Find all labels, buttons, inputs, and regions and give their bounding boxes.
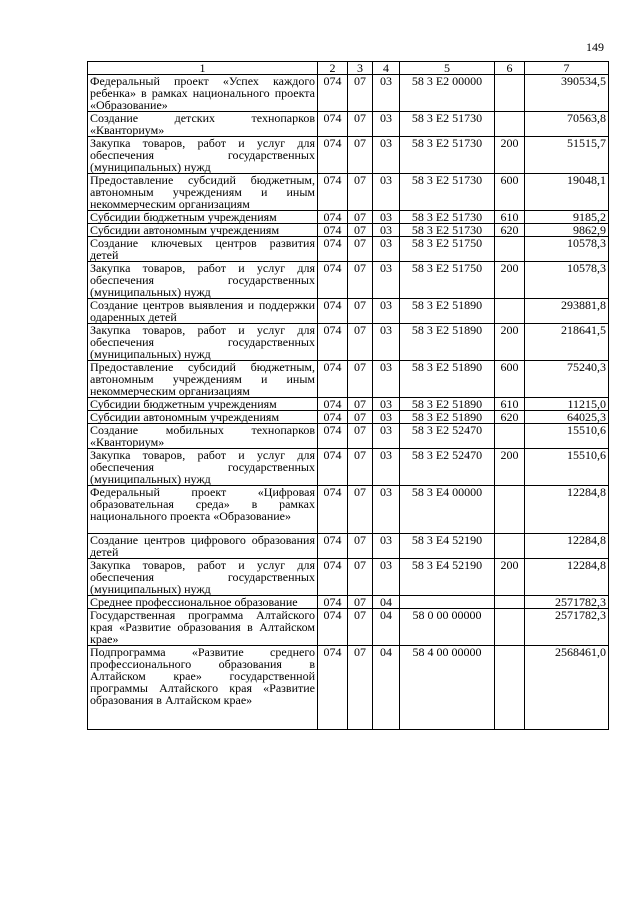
expense-type-code: 610	[495, 398, 525, 411]
section-code: 07	[348, 299, 373, 324]
target-article-code: 58 3 E4 00000	[400, 486, 495, 534]
table-row	[88, 324, 609, 361]
subsection-code: 03	[373, 559, 400, 596]
subsection-code: 03	[373, 486, 400, 534]
ministry-code: 074	[318, 609, 348, 646]
page-number: 149	[586, 40, 604, 54]
ministry-code: 074	[318, 299, 348, 324]
amount: 15510,6	[525, 449, 609, 486]
item-name: Закупка товаров, работ и услуг для обеспечения государственных (муниципальных) нужд	[88, 262, 318, 299]
subsection-code: 03	[373, 262, 400, 299]
target-article-code: 58 3 E2 51890	[400, 361, 495, 398]
ministry-code: 074	[318, 646, 348, 730]
subsection-code: 03	[373, 174, 400, 211]
target-article-code: 58 3 E2 51750	[400, 262, 495, 299]
item-name: Закупка товаров, работ и услуг для обеспечения государственных (муниципальных) нужд	[88, 559, 318, 596]
amount: 75240,3	[525, 361, 609, 398]
ministry-code: 074	[318, 224, 348, 237]
section-code: 07	[348, 398, 373, 411]
target-article-code: 58 4 00 00000	[400, 646, 495, 730]
table-row	[88, 299, 609, 324]
expense-type-code: 200	[495, 449, 525, 486]
ministry-code: 074	[318, 534, 348, 559]
item-name: Закупка товаров, работ и услуг для обеспечения государственных (муниципальных) нужд	[88, 324, 318, 361]
section-code: 07	[348, 411, 373, 424]
item-name: Субсидии автономным учреждениям	[88, 411, 318, 424]
item-name: Закупка товаров, работ и услуг для обеспечения государственных (муниципальных) нужд	[88, 137, 318, 174]
ministry-code: 074	[318, 137, 348, 174]
item-name: Среднее профессиональное образование	[88, 596, 318, 609]
target-article-code: 58 3 E2 51730	[400, 174, 495, 211]
table-row	[88, 609, 609, 646]
amount: 10578,3	[525, 262, 609, 299]
ministry-code: 074	[318, 596, 348, 609]
amount: 9862,9	[525, 224, 609, 237]
subsection-code: 03	[373, 137, 400, 174]
expense-type-code	[495, 424, 525, 449]
section-code: 07	[348, 534, 373, 559]
target-article-code: 58 3 E2 51730	[400, 211, 495, 224]
item-name: Федеральный проект «Цифровая образовательная среда» в рамках национального проекта «Образование»	[88, 486, 318, 534]
section-code: 07	[348, 75, 373, 112]
header-cell: 4	[373, 62, 400, 75]
header-cell: 7	[525, 62, 609, 75]
ministry-code: 074	[318, 211, 348, 224]
table-row	[88, 137, 609, 174]
item-name: Создание ключевых центров развития детей	[88, 237, 318, 262]
ministry-code: 074	[318, 237, 348, 262]
table-row	[88, 237, 609, 262]
section-code: 07	[348, 112, 373, 137]
section-code: 07	[348, 324, 373, 361]
subsection-code: 03	[373, 112, 400, 137]
amount: 70563,8	[525, 112, 609, 137]
target-article-code: 58 3 E2 00000	[400, 75, 495, 112]
table-row	[88, 174, 609, 211]
table-row	[88, 211, 609, 224]
ministry-code: 074	[318, 486, 348, 534]
amount: 10578,3	[525, 237, 609, 262]
subsection-code: 04	[373, 646, 400, 730]
amount: 218641,5	[525, 324, 609, 361]
target-article-code: 58 3 E2 51750	[400, 237, 495, 262]
amount: 19048,1	[525, 174, 609, 211]
expense-type-code: 600	[495, 361, 525, 398]
target-article-code: 58 0 00 00000	[400, 609, 495, 646]
table-row	[88, 361, 609, 398]
expense-type-code: 600	[495, 174, 525, 211]
target-article-code: 58 3 E2 51890	[400, 324, 495, 361]
expense-type-code: 200	[495, 137, 525, 174]
budget-table	[87, 61, 609, 730]
expense-type-code: 610	[495, 211, 525, 224]
ministry-code: 074	[318, 424, 348, 449]
expense-type-code: 200	[495, 262, 525, 299]
target-article-code: 58 3 E2 51890	[400, 411, 495, 424]
table-row	[88, 224, 609, 237]
ministry-code: 074	[318, 411, 348, 424]
amount: 9185,2	[525, 211, 609, 224]
amount: 12284,8	[525, 486, 609, 534]
expense-type-code	[495, 534, 525, 559]
table-row	[88, 411, 609, 424]
ministry-code: 074	[318, 262, 348, 299]
section-code: 07	[348, 559, 373, 596]
ministry-code: 074	[318, 75, 348, 112]
amount: 51515,7	[525, 137, 609, 174]
table-row	[88, 449, 609, 486]
expense-type-code	[495, 646, 525, 730]
section-code: 07	[348, 137, 373, 174]
target-article-code: 58 3 E4 52190	[400, 559, 495, 596]
subsection-code: 03	[373, 75, 400, 112]
expense-type-code	[495, 112, 525, 137]
target-article-code: 58 3 E2 51730	[400, 137, 495, 174]
header-cell: 1	[88, 62, 318, 75]
ministry-code: 074	[318, 112, 348, 137]
header-cell: 6	[495, 62, 525, 75]
amount: 64025,3	[525, 411, 609, 424]
ministry-code: 074	[318, 449, 348, 486]
item-name: Государственная программа Алтайского края «Развитие образования в Алтайском крае»	[88, 609, 318, 646]
subsection-code: 03	[373, 211, 400, 224]
section-code: 07	[348, 262, 373, 299]
subsection-code: 03	[373, 361, 400, 398]
header-cell: 3	[348, 62, 373, 75]
item-name: Субсидии автономным учреждениям	[88, 224, 318, 237]
section-code: 07	[348, 646, 373, 730]
item-name: Предоставление субсидий бюджетным, автономным учреждениям и иным некоммерческим организациям	[88, 174, 318, 211]
amount: 12284,8	[525, 559, 609, 596]
target-article-code: 58 3 E2 52470	[400, 449, 495, 486]
amount: 15510,6	[525, 424, 609, 449]
target-article-code: 58 3 E4 52190	[400, 534, 495, 559]
table-row	[88, 486, 609, 534]
target-article-code: 58 3 E2 51730	[400, 224, 495, 237]
ministry-code: 074	[318, 174, 348, 211]
item-name: Субсидии бюджетным учреждениям	[88, 398, 318, 411]
amount: 12284,8	[525, 534, 609, 559]
table-row	[88, 398, 609, 411]
item-name: Субсидии бюджетным учреждениям	[88, 211, 318, 224]
target-article-code	[400, 596, 495, 609]
section-code: 07	[348, 486, 373, 534]
section-code: 07	[348, 237, 373, 262]
subsection-code: 03	[373, 299, 400, 324]
amount: 2571782,3	[525, 596, 609, 609]
expense-type-code	[495, 75, 525, 112]
item-name: Подпрограмма «Развитие среднего профессионального образования в Алтайском крае» государственной программы Алтайского края «Развитие образования в Алтайском крае»	[88, 646, 318, 730]
item-name: Предоставление субсидий бюджетным, автономным учреждениям и иным некоммерческим организациям	[88, 361, 318, 398]
expense-type-code: 200	[495, 324, 525, 361]
table-row	[88, 559, 609, 596]
table-row	[88, 75, 609, 112]
section-code: 07	[348, 211, 373, 224]
amount: 2571782,3	[525, 609, 609, 646]
subsection-code: 03	[373, 534, 400, 559]
amount: 293881,8	[525, 299, 609, 324]
ministry-code: 074	[318, 398, 348, 411]
ministry-code: 074	[318, 559, 348, 596]
subsection-code: 03	[373, 324, 400, 361]
item-name: Создание детских технопарков «Кванториум»	[88, 112, 318, 137]
item-name: Создание центров цифрового образования детей	[88, 534, 318, 559]
subsection-code: 03	[373, 411, 400, 424]
header-cell: 2	[318, 62, 348, 75]
section-code: 07	[348, 424, 373, 449]
target-article-code: 58 3 E2 51730	[400, 112, 495, 137]
section-code: 07	[348, 361, 373, 398]
table-row	[88, 262, 609, 299]
amount: 11215,0	[525, 398, 609, 411]
section-code: 07	[348, 174, 373, 211]
table-row	[88, 596, 609, 609]
expense-type-code: 200	[495, 559, 525, 596]
section-code: 07	[348, 609, 373, 646]
expense-type-code: 620	[495, 411, 525, 424]
expense-type-code	[495, 596, 525, 609]
table-body	[88, 75, 609, 730]
item-name: Создание мобильных технопарков «Кванториум»	[88, 424, 318, 449]
section-code: 07	[348, 449, 373, 486]
target-article-code: 58 3 E2 51890	[400, 299, 495, 324]
item-name: Федеральный проект «Успех каждого ребенка» в рамках национального проекта «Образование»	[88, 75, 318, 112]
subsection-code: 03	[373, 224, 400, 237]
section-code: 07	[348, 224, 373, 237]
expense-type-code	[495, 299, 525, 324]
header-cell: 5	[400, 62, 495, 75]
item-name: Закупка товаров, работ и услуг для обеспечения государственных (муниципальных) нужд	[88, 449, 318, 486]
table-row	[88, 646, 609, 730]
subsection-code: 03	[373, 424, 400, 449]
amount: 2568461,0	[525, 646, 609, 730]
table-row	[88, 112, 609, 137]
table-row	[88, 534, 609, 559]
subsection-code: 04	[373, 609, 400, 646]
header-row	[88, 62, 609, 75]
subsection-code: 03	[373, 398, 400, 411]
item-name: Создание центров выявления и поддержки одаренных детей	[88, 299, 318, 324]
ministry-code: 074	[318, 324, 348, 361]
expense-type-code	[495, 237, 525, 262]
subsection-code: 03	[373, 237, 400, 262]
amount: 390534,5	[525, 75, 609, 112]
target-article-code: 58 3 E2 52470	[400, 424, 495, 449]
expense-type-code	[495, 486, 525, 534]
expense-type-code: 620	[495, 224, 525, 237]
target-article-code: 58 3 E2 51890	[400, 398, 495, 411]
expense-type-code	[495, 609, 525, 646]
subsection-code: 04	[373, 596, 400, 609]
ministry-code: 074	[318, 361, 348, 398]
section-code: 07	[348, 596, 373, 609]
table-row	[88, 424, 609, 449]
subsection-code: 03	[373, 449, 400, 486]
